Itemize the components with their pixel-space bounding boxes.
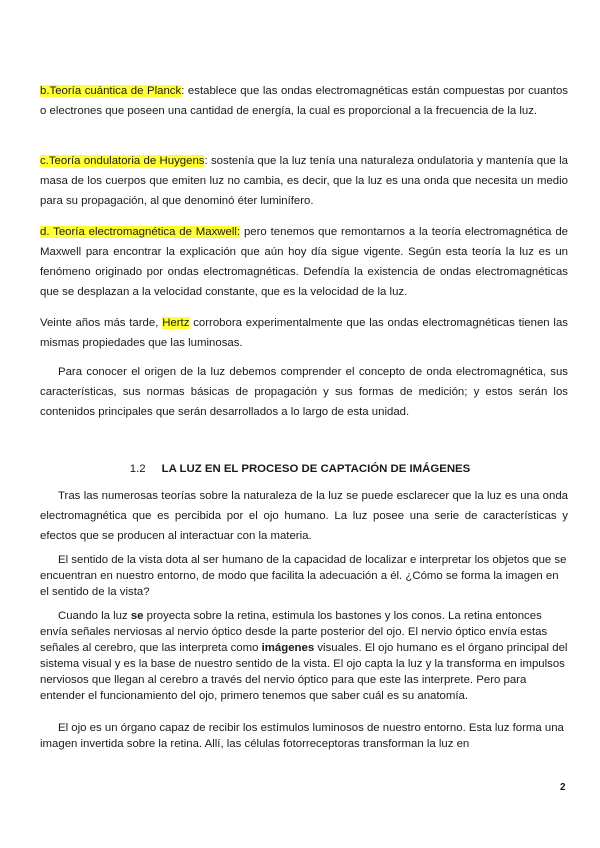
page-number: 2 (560, 782, 566, 793)
maxwell-text: pero tenemos que remontarnos a la teoría electromagnética de Maxwell para encontrar la explicación que aún hoy día sigue vigente. Según esta teoría la luz es un fenómeno originado por ondas electromagnéticas. Defendía la existencia de ondas electromagnéticas que se desplazan a la velocidad constante, que es la velocidad de la luz. (40, 226, 568, 298)
p3-bold-imagenes: imágenes (261, 642, 315, 654)
hertz-paragraph (40, 313, 568, 353)
unit-intro-paragraph: Para conocer el origen de la luz debemos comprender el concepto de onda electromagnética, sus características, sus normas básicas de propagación y sus formas de medición; y estos serán los contenidos principales que serán desarrollados a lo largo de esta unidad. (40, 366, 568, 418)
planck-term: b.Teoría cuántica de Planck (40, 85, 182, 97)
section-paragraph-3 (40, 608, 568, 704)
hertz-after: corrobora experimentalmente que las ondas electromagnéticas tienen las mismas propiedades que las luminosas. (40, 317, 568, 349)
section-paragraph-4: El ojo es un órgano capaz de recibir los estímulos luminosos de nuestro entorno. Esta luz forma una imagen invertida sobre la retina. Allí, las células fotorreceptoras transforman la luz en (40, 722, 564, 750)
section-number: 1.2 (129, 463, 146, 475)
section-paragraph-1: Tras las numerosas teorías sobre la naturaleza de la luz se puede esclarecer que la luz es una onda electromagnética que es percibida por el ojo humano. La luz posee una serie de características y efectos que se producen al interactuar con la materia. (40, 490, 568, 542)
planck-text: : establece que las ondas electromagnéticas están compuestas por cuantos o electrones que poseen una cantidad de energía, la cual es proporcional a la frecuencia de la luz. (40, 85, 568, 117)
p3-bold-se: se (130, 610, 144, 622)
huygens-paragraph (40, 151, 568, 211)
planck-paragraph (40, 81, 568, 121)
hertz-term: Hertz (162, 317, 190, 329)
section-paragraph-2: El sentido de la vista dota al ser humano de la capacidad de localizar e interpretar los objetos que se encuentran en nuestro entorno, de modo que facilita la adecuación a él. ¿Cómo se forma la imagen en el sentido de la vista? (40, 554, 567, 598)
p3-part-a: Cuando la luz (58, 610, 131, 622)
section-heading (0, 463, 600, 475)
huygens-text: : sostenía que la luz tenía una naturaleza ondulatoria y mantenía que la masa de los cuerpos que emiten luz no cambia, es decir, que la luz es una onda que necesita un medio para su propagación, al que denominó éter luminífero. (40, 155, 568, 207)
maxwell-paragraph (40, 222, 568, 302)
hertz-before: Veinte años más tarde, (40, 317, 163, 329)
p3-part-c: proyecta sobre la retina, estimula los bastones y los conos. La retina entonces envía señales nerviosas al nervio óptico desde la parte posterior del ojo. El nervio óptico envía estas señales al cerebro, que las interpreta como (40, 610, 548, 654)
huygens-term: c.Teoría ondulatoria de Huygens (40, 155, 205, 167)
p3-part-e: visuales. El ojo humano es el órgano principal del sistema visual y es la base de nuestro sentido de la vista. El ojo capta la luz y la transforma en impulsos nerviosos que llegan al cerebro a través del nervio óptico para que este las interprete. Pero para entender el funcionamiento del ojo, primero tenemos que saber cuál es su anatomía. (40, 642, 568, 702)
maxwell-term: d. Teoría electromagnética de Maxwell: (40, 226, 241, 238)
section-title: LA LUZ EN EL PROCESO DE CAPTACIÓN DE IMÁGENES (161, 463, 471, 475)
